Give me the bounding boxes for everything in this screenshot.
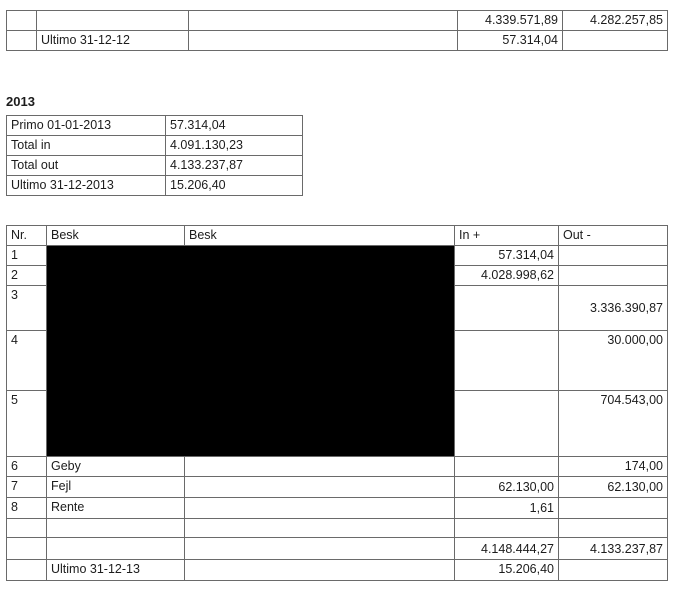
nr-cell	[7, 31, 37, 51]
besk-cell	[47, 519, 185, 538]
previous-year-table	[6, 10, 668, 51]
out-cell: 704.543,00	[559, 391, 668, 457]
table-row	[7, 176, 303, 196]
ultimo-label: Ultimo 31-12-13	[47, 560, 185, 581]
redacted-block	[47, 246, 455, 457]
nr-cell	[7, 560, 47, 581]
besk-cell	[189, 31, 458, 51]
out-cell: 3.336.390,87	[559, 286, 668, 331]
in-cell: 57.314,04	[455, 246, 559, 266]
out-cell	[559, 560, 668, 581]
summary-label: Primo 01-01-2013	[7, 116, 166, 136]
total-out: 4.133.237,87	[559, 538, 668, 560]
nr-cell: 4	[7, 331, 47, 391]
nr-cell	[7, 538, 47, 560]
ledger-header-row	[7, 226, 668, 246]
header-in: In +	[455, 226, 559, 246]
besk-cell: Geby	[47, 457, 185, 477]
besk-cell	[185, 457, 455, 477]
table-row	[7, 457, 668, 477]
out-cell	[559, 498, 668, 519]
table-row	[7, 477, 668, 498]
ledger-ultimo-row	[7, 560, 668, 581]
summary-label: Ultimo 31-12-2013	[7, 176, 166, 196]
summary-label: Total in	[7, 136, 166, 156]
nr-cell	[7, 519, 47, 538]
summary-value: 57.314,04	[166, 116, 303, 136]
nr-cell: 5	[7, 391, 47, 457]
besk-cell	[185, 519, 455, 538]
in-cell	[455, 519, 559, 538]
out-cell: 30.000,00	[559, 331, 668, 391]
table-row	[7, 498, 668, 519]
in-cell	[455, 331, 559, 391]
besk-cell	[185, 498, 455, 519]
nr-cell	[7, 11, 37, 31]
besk-cell	[37, 11, 189, 31]
table-row	[7, 31, 668, 51]
besk-cell	[185, 560, 455, 581]
nr-cell: 1	[7, 246, 47, 266]
out-cell: 4.282.257,85	[563, 11, 668, 31]
table-row	[7, 11, 668, 31]
out-cell	[559, 266, 668, 286]
summary-value: 4.133.237,87	[166, 156, 303, 176]
in-cell: 4.339.571,89	[458, 11, 563, 31]
out-cell	[563, 31, 668, 51]
besk-cell: Rente	[47, 498, 185, 519]
header-nr: Nr.	[7, 226, 47, 246]
besk-cell	[185, 538, 455, 560]
table-row	[7, 156, 303, 176]
out-cell	[559, 519, 668, 538]
out-cell: 174,00	[559, 457, 668, 477]
in-cell	[455, 457, 559, 477]
header-besk: Besk	[185, 226, 455, 246]
besk-cell: Fejl	[47, 477, 185, 498]
nr-cell: 7	[7, 477, 47, 498]
nr-cell: 8	[7, 498, 47, 519]
besk-cell	[185, 477, 455, 498]
in-cell: 1,61	[455, 498, 559, 519]
in-cell	[455, 391, 559, 457]
table-row	[7, 519, 668, 538]
in-cell	[455, 286, 559, 331]
nr-cell: 3	[7, 286, 47, 331]
summary-value: 15.206,40	[166, 176, 303, 196]
ledger-table	[6, 225, 668, 581]
summary-value: 4.091.130,23	[166, 136, 303, 156]
ultimo-value: 15.206,40	[455, 560, 559, 581]
header-besk: Besk	[47, 226, 185, 246]
in-cell: 62.130,00	[455, 477, 559, 498]
total-in: 4.148.444,27	[455, 538, 559, 560]
table-row	[7, 246, 668, 266]
table-row	[7, 136, 303, 156]
in-cell: 4.028.998,62	[455, 266, 559, 286]
besk-cell	[189, 11, 458, 31]
out-cell: 62.130,00	[559, 477, 668, 498]
besk-cell	[47, 538, 185, 560]
summary-table	[6, 115, 303, 196]
table-row	[7, 116, 303, 136]
year-heading: 2013	[6, 94, 35, 109]
besk-cell: Ultimo 31-12-12	[37, 31, 189, 51]
nr-cell: 6	[7, 457, 47, 477]
summary-label: Total out	[7, 156, 166, 176]
header-out: Out -	[559, 226, 668, 246]
nr-cell: 2	[7, 266, 47, 286]
ledger-totals-row	[7, 538, 668, 560]
in-cell: 57.314,04	[458, 31, 563, 51]
out-cell	[559, 246, 668, 266]
